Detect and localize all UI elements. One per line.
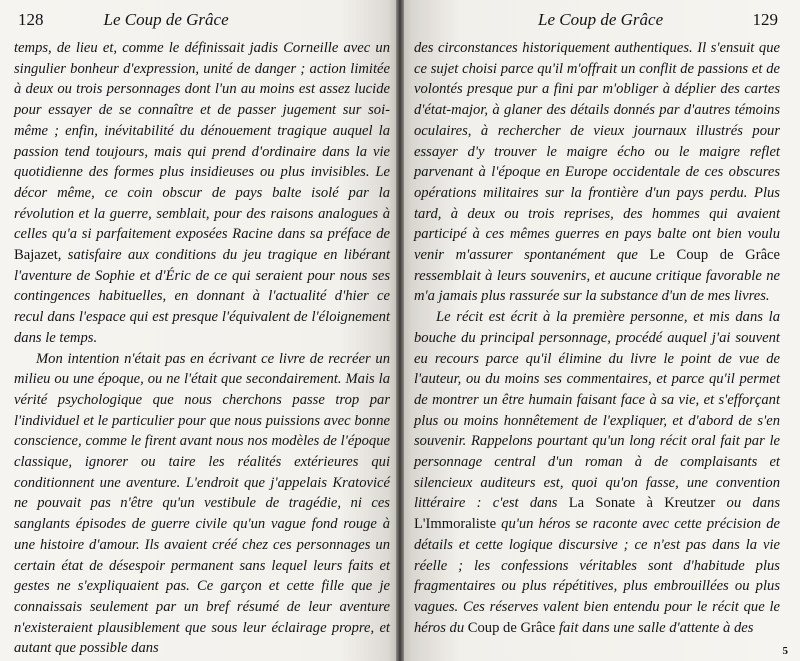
paragraph xyxy=(14,349,390,660)
text-run: , satisfaire aux conditions du jeu tragique en libérant l'aventure de Sophie et d'Éric de ce qui seraient pour nous ses contingences habituelles, en donnant à l'actualité d'hier ce recul dans l'espace qui est presque l'équivalent de l'éloignement dans le temps. xyxy=(14,247,390,346)
paragraph xyxy=(414,307,780,638)
text-run: qu'un héros se raconte avec cette précision de détails et cette logique discursive ; ce n'est pas dans la vie réelle ; les confessions véritables sont d'habitude plus fragmentaires ou plus répétitives, plus embrouillées ou plus vagues. Ces réserves valent bien entendu pour le récit que le héros du xyxy=(414,516,780,636)
folio-mark: 5 xyxy=(782,645,788,657)
text-run: temps, de lieu et, comme le définissait jadis Corneille avec un singulier bonheur d'expression, unité de danger ; action limitée à deux ou trois personnages dont l'un au moins est assez lucide pour essayer de se connaître et de passer jugement sur soi-même ; enfin, inévitabilité du dénouement tragique auquel la passion tend toujours, mais qui prend d'ordinaire dans la vie quotidienne des formes plus insidieuses ou plus invisibles. Le décor même, ce coin obscur de pays balte isolé par la révolution et la guerre, semblait, pour des raisons analogues à celles qu'a si parfaitement exposées Racine dans sa préface de xyxy=(14,40,390,243)
right-page-body xyxy=(414,38,780,638)
paragraph xyxy=(14,38,390,349)
text-run: ressemblait à leurs souvenirs, et aucune critique favorable ne m'a jamais plus rassurée sur la substance d'un de mes livres. xyxy=(414,267,780,305)
text-run: des circonstances historiquement authentiques. Il s'ensuit que ce sujet choisi parce qu'il m'offrait un conflit de passions et de volontés presque pur a fini par m'obliger à déplier des cartes d'état-major, à glaner des détails donnés par d'autres témoins oculaires, à rechercher de vieux journaux illustrés pour essayer d'y trouver le maigre écho ou le maigre reflet parvenant à l'époque en Europe occidentale de ces obscures opérations militaires sur la frontière d'un pays perdu. Plus tard, à deux ou trois reprises, des hommes qui avaient participé à ces mêmes guerres en pays balte ont bien voulu venir m'assurer spontanément que xyxy=(414,40,780,264)
paragraph xyxy=(414,38,780,307)
book-gutter xyxy=(396,0,404,661)
left-page-body xyxy=(14,38,390,659)
right-page xyxy=(400,0,800,661)
title-reference: Coup de Grâce xyxy=(467,619,556,636)
text-run: Mon intention n'était pas en écrivant ce livre de recréer un milieu ou une époque, ou ne l'était que secondairement. Mais la vérité psychologique que nous cherchons passe trop par l'individuel et le particulier pour que nous puissions avec bonne conscience, comme le firent avant nous nos modèles de l'époque classique, ignorer ou taire les réalités extérieures qui conditionnent une aventure. L'endroit que j'appelais Kratovicé ne pouvait pas n'être qu'un vestibule de tragédie, ni ces sanglants épisodes de guerre civile qu'un vague fond rouge à une histoire d'amour. Ils avaient créé chez ces personnages un certain état de désespoir permanent sans lequel leurs faits et gestes ne s'expliquaient pas. Ce garçon et cette fille que je connaissais seulement par un bref résumé de leur aventure n'existeraient plausiblement que sous leur éclairage propre, et autant que possible dans xyxy=(14,350,390,657)
running-title: Le Coup de Grâce xyxy=(538,10,664,29)
text-run: ou dans xyxy=(715,495,780,512)
right-page-header xyxy=(414,10,780,34)
title-reference: Bajazet xyxy=(14,247,58,264)
text-run: Le récit est écrit à la première personne, et mis dans la bouche du principal personnage, procédé auquel j'ai souvent eu recours parce qu'il élimine du livre le point de vue de l'auteur, ou du moins ses commentaires, et parce qu'il permet de montrer un être humain faisant face à sa vie, et s'efforçant plus ou moins honnêtement de l'expliquer, et d'abord de s'en souvenir. Rappelons pourtant qu'un long récit oral fait par le personnage central d'un roman à de complaisants et silencieux auditeurs est, quoi qu'on fasse, une convention littéraire : c'est dans xyxy=(414,309,780,512)
left-page-header xyxy=(14,10,390,34)
page-number: 129 xyxy=(752,10,778,29)
title-reference: L'Immoraliste xyxy=(414,516,497,533)
title-reference: La Sonate à Kreutzer xyxy=(568,495,716,512)
running-title: Le Coup de Grâce xyxy=(103,10,229,29)
title-reference: Le Coup de Grâce xyxy=(649,247,780,264)
page-number: 128 xyxy=(18,10,44,29)
text-run: fait dans une salle d'attente à des xyxy=(555,619,754,636)
